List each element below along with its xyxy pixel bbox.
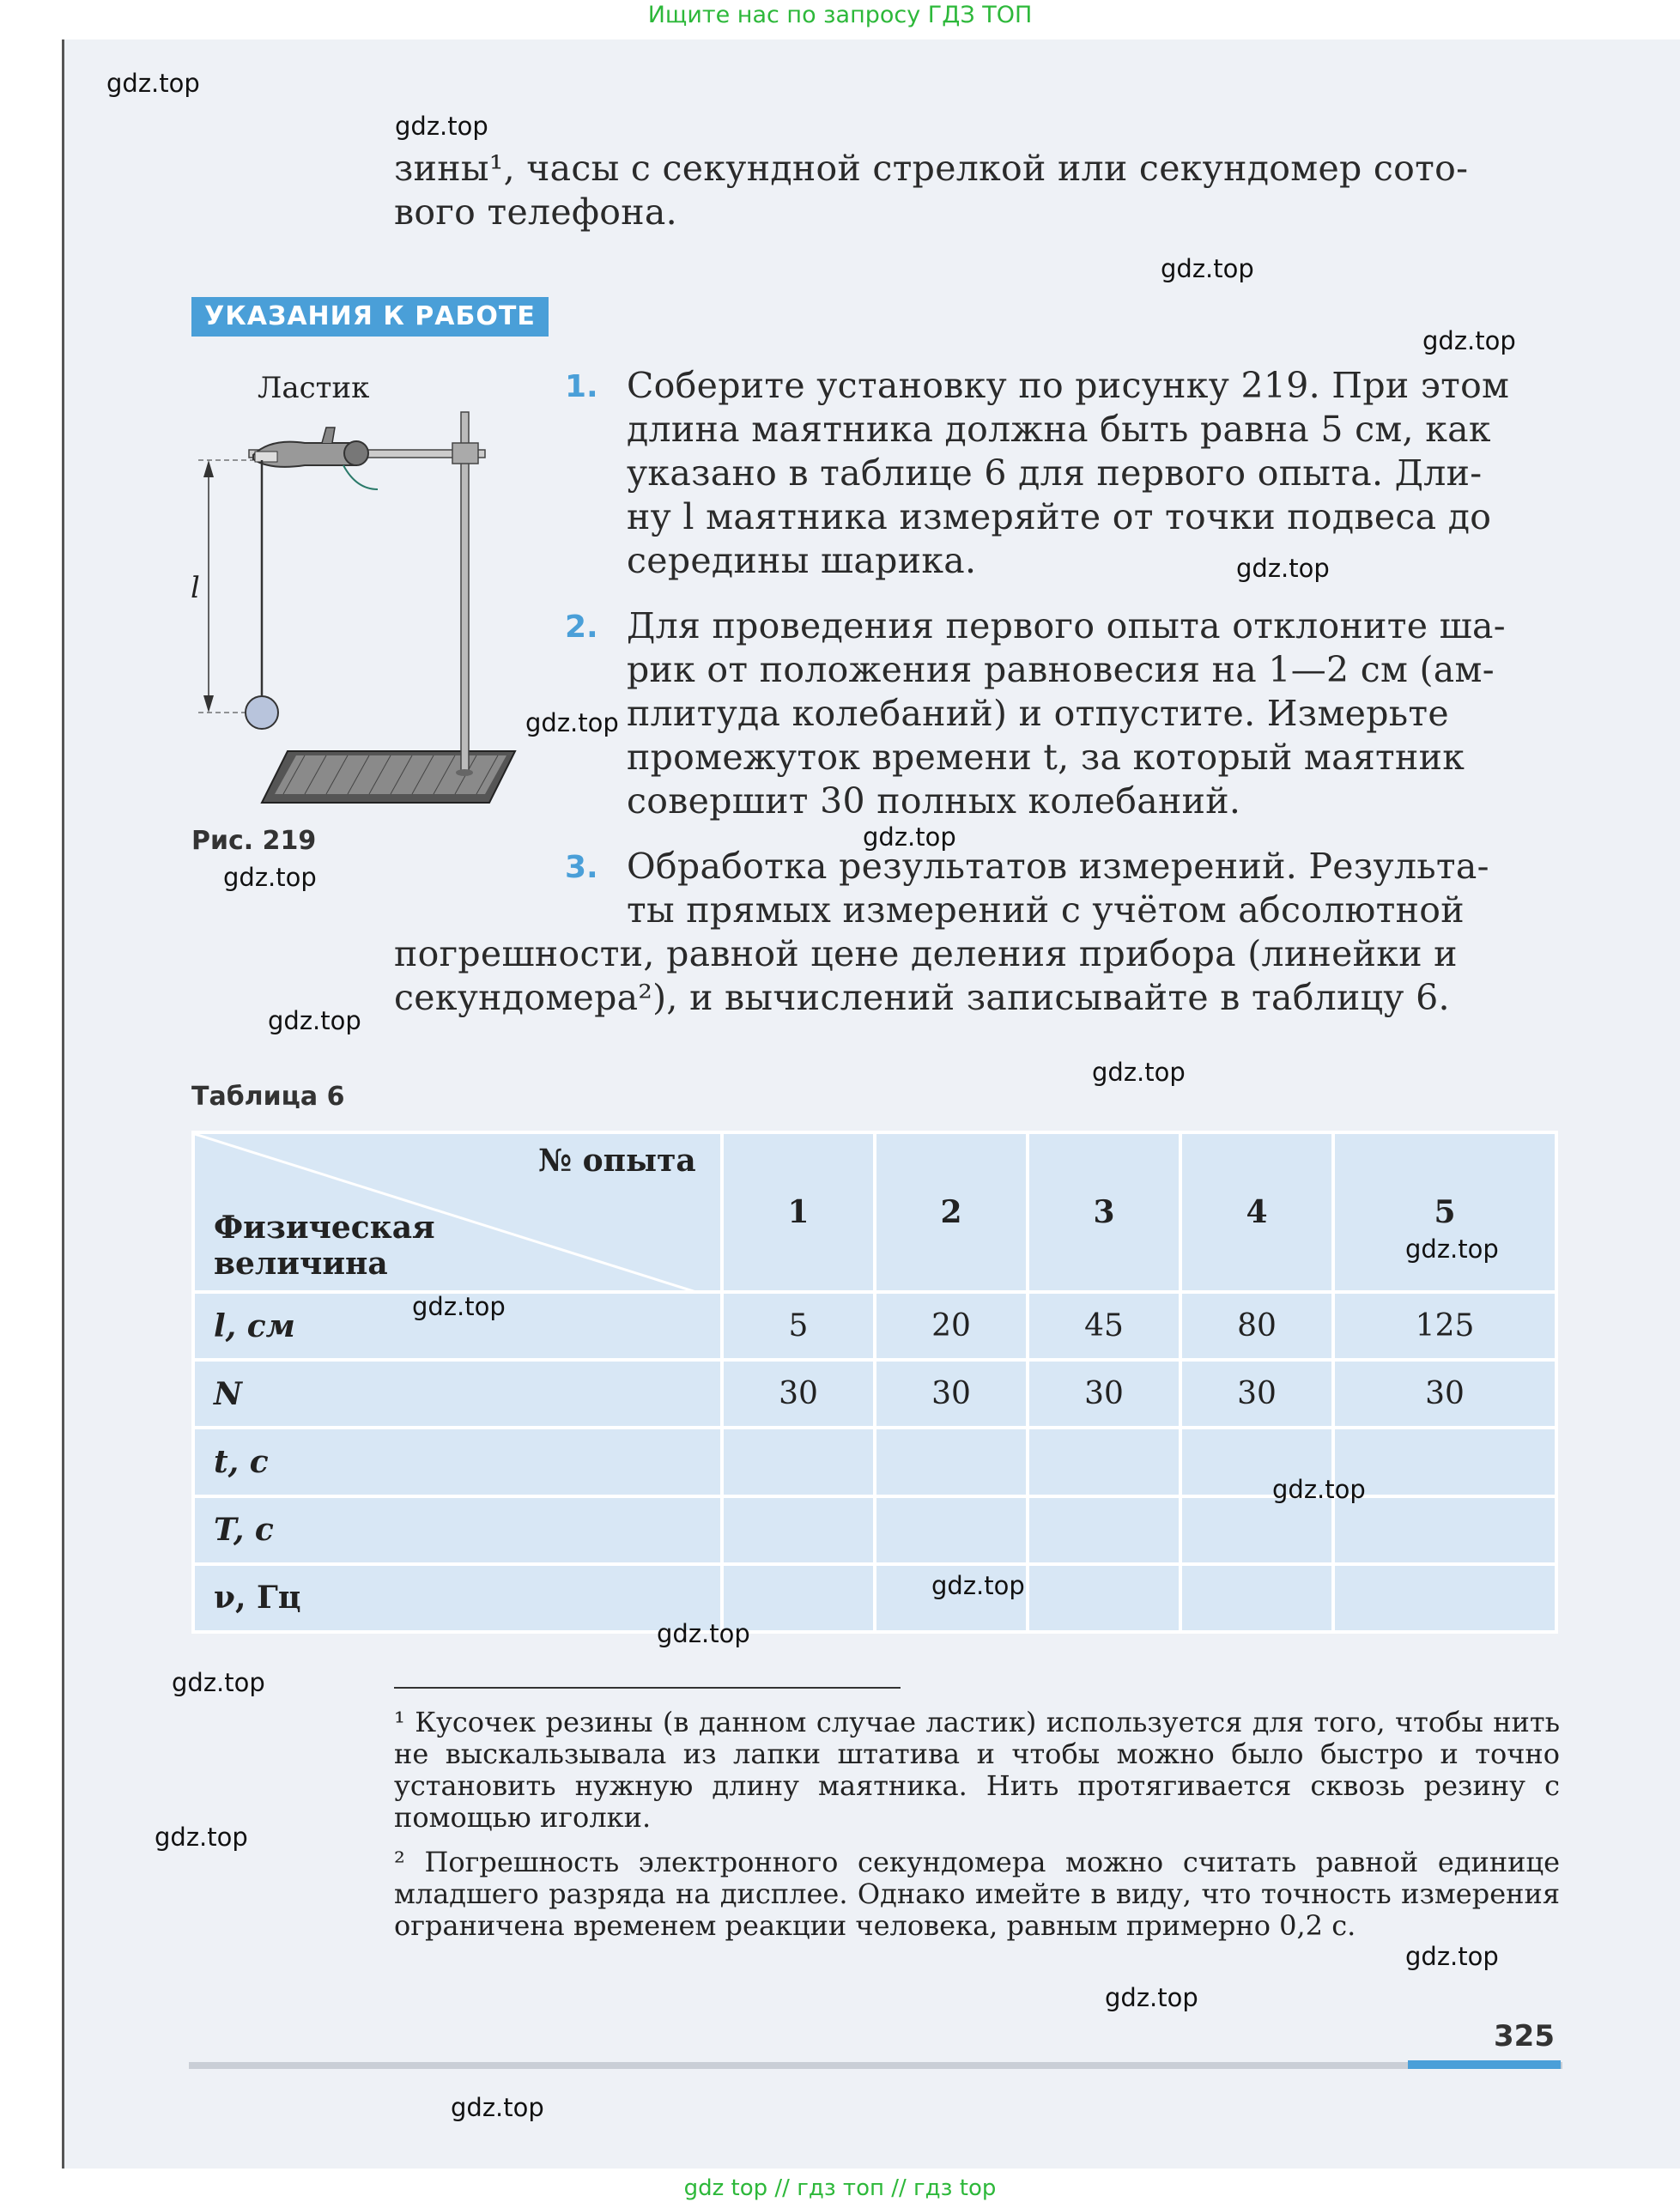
- table-cell: 125: [1333, 1292, 1556, 1360]
- table-row: [193, 1292, 1556, 1360]
- table-cell: [1028, 1496, 1180, 1564]
- watermark: gdz.top: [172, 1668, 265, 1697]
- footnote-1: ¹ Кусочек резины (в данном случае ластик) используется для того, чтобы нить не выскальзывала из лапки штатива и чтобы можно было быстро и точно установить нужную длину маятника. Нить протягивается сквозь резину с помощью иголки.: [394, 1706, 1560, 1834]
- column-header: 5: [1333, 1132, 1556, 1292]
- watermark: gdz.top: [1405, 1234, 1499, 1264]
- figure-caption: Рис. 219: [191, 826, 317, 856]
- column-header: 4: [1180, 1132, 1333, 1292]
- column-header: 2: [875, 1132, 1028, 1292]
- watermark: gdz.top: [1405, 1942, 1499, 1971]
- length-label: l: [191, 571, 200, 605]
- item-2-line-1: Для проведения первого опыта отклоните ша-: [627, 605, 1506, 646]
- table-cell: [722, 1428, 875, 1495]
- watermark: gdz.top: [525, 708, 619, 737]
- item-2-line-3: плитуда колебаний) и отпустите. Измерьте: [627, 693, 1449, 734]
- item-1-number: 1.: [565, 369, 598, 404]
- table-cell: 30: [722, 1360, 875, 1428]
- page-number: 325: [1494, 2019, 1555, 2053]
- table-cell: [1333, 1496, 1556, 1564]
- corner-bottom-label: Физическая величина: [214, 1210, 435, 1282]
- bottom-banner: gdz top // гдз топ // гдз top: [683, 2175, 997, 2201]
- item-1-line-1: Соберите установку по рисунку 219. При этом: [627, 365, 1510, 406]
- intro-line-1: зины¹, часы с секундной стрелкой или секундомер сото-: [394, 148, 1469, 189]
- table-cell: [1028, 1564, 1180, 1632]
- item-3-line-1: Обработка результатов измерений. Результа-: [627, 846, 1489, 887]
- watermark: gdz.top: [451, 2093, 544, 2122]
- item-2-line-5: совершит 30 полных колебаний.: [627, 780, 1241, 822]
- column-header: 3: [1028, 1132, 1180, 1292]
- top-banner: Ищите нас по запросу ГДЗ ТОП: [647, 2, 1033, 28]
- watermark: gdz.top: [106, 69, 200, 98]
- table-row: [193, 1564, 1556, 1632]
- row-label: T, с: [193, 1496, 722, 1564]
- watermark: gdz.top: [657, 1619, 750, 1648]
- item-2-line-2: рик от положения равновесия на 1—2 см (ам-: [627, 649, 1495, 690]
- watermark: gdz.top: [863, 822, 956, 852]
- watermark: gdz.top: [1422, 326, 1516, 355]
- table-cell: [1180, 1564, 1333, 1632]
- item-2-number: 2.: [565, 610, 598, 645]
- table-cell: 30: [1180, 1360, 1333, 1428]
- section-heading: УКАЗАНИЯ К РАБОТЕ: [191, 297, 549, 337]
- table-row: [193, 1360, 1556, 1428]
- table-cell: 5: [722, 1292, 875, 1360]
- row-label: t, с: [193, 1428, 722, 1495]
- watermark: gdz.top: [1092, 1058, 1186, 1087]
- item-1-line-4: ну l маятника измеряйте от точки подвеса до: [627, 496, 1492, 537]
- row-label: N: [193, 1360, 722, 1428]
- watermark: gdz.top: [931, 1571, 1025, 1600]
- bottom-rule: [189, 2062, 1562, 2069]
- table-cell: 45: [1028, 1292, 1180, 1360]
- watermark: gdz.top: [1272, 1475, 1366, 1504]
- table-cell: [1333, 1428, 1556, 1495]
- row-label: ν, Гц: [193, 1564, 722, 1632]
- table-row: [193, 1496, 1556, 1564]
- footnote-divider: [394, 1687, 901, 1689]
- pendulum-illustration: [185, 361, 528, 824]
- table-cell: [1180, 1496, 1333, 1564]
- watermark: gdz.top: [155, 1823, 248, 1852]
- table-corner-cell: [193, 1132, 722, 1292]
- watermark: gdz.top: [412, 1292, 506, 1321]
- watermark: gdz.top: [1161, 254, 1254, 283]
- table-cell: 30: [1028, 1360, 1180, 1428]
- table-cell: [875, 1496, 1028, 1564]
- intro-line-2: вого телефона.: [394, 191, 677, 233]
- item-3-line-2: ты прямых измерений с учётом абсолютной: [627, 889, 1465, 931]
- table-cell: [1028, 1428, 1180, 1495]
- watermark: gdz.top: [1236, 554, 1330, 583]
- pendulum-figure: [185, 361, 528, 824]
- data-table: [191, 1131, 1558, 1634]
- table-cell: [1333, 1564, 1556, 1632]
- item-1-line-5: середины шарика.: [627, 540, 977, 581]
- table-cell: [722, 1496, 875, 1564]
- item-1-line-3: указано в таблице 6 для первого опыта. Дли-: [627, 452, 1483, 494]
- watermark: gdz.top: [1105, 1983, 1198, 2012]
- table-header-row: [193, 1132, 1556, 1292]
- bottom-rule-accent: [1408, 2060, 1561, 2069]
- item-1-line-2: длина маятника должна быть равна 5 см, как: [627, 409, 1491, 450]
- item-2-line-4: промежуток времени t, за который маятник: [627, 737, 1465, 778]
- table-cell: 30: [875, 1360, 1028, 1428]
- watermark: gdz.top: [223, 863, 317, 892]
- item-3-line-3: погрешности, равной цене деления прибора (линейки и: [394, 933, 1458, 974]
- eraser-label: Ластик: [258, 371, 370, 405]
- item-3-number: 3.: [565, 850, 598, 885]
- watermark: gdz.top: [395, 112, 488, 141]
- column-header: 1: [722, 1132, 875, 1292]
- footnote-2: ² Погрешность электронного секундомера можно считать равной единице младшего разряда на дисплее. Однако имейте в виду, что точность измерения ограничена временем реакции человека, равным примерно 0,2 с.: [394, 1846, 1560, 1942]
- table-cell: 20: [875, 1292, 1028, 1360]
- row-label: l, см: [193, 1292, 722, 1360]
- table-cell: 80: [1180, 1292, 1333, 1360]
- item-3-line-4: секундомера²), и вычислений записывайте в таблицу 6.: [394, 977, 1450, 1018]
- table-cell: [875, 1428, 1028, 1495]
- corner-top-label: № опыта: [538, 1143, 696, 1179]
- watermark: gdz.top: [268, 1006, 361, 1035]
- table-caption: Таблица 6: [191, 1082, 345, 1112]
- table-cell: 30: [1333, 1360, 1556, 1428]
